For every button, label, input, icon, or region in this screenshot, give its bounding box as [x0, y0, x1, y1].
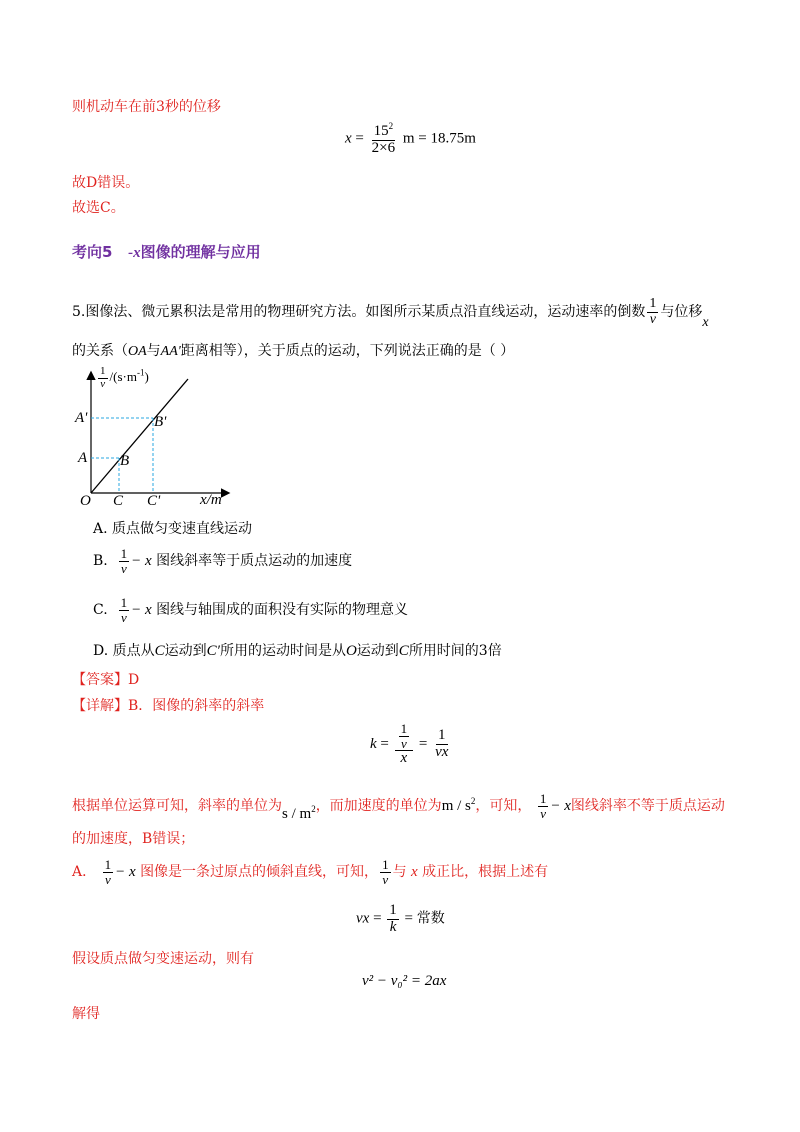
var: x — [411, 864, 418, 881]
eq-num: 15 — [373, 123, 389, 139]
frac-num: 1 — [120, 546, 128, 561]
option-d — [93, 640, 502, 660]
eq-den: k — [389, 918, 397, 935]
para-text: ，而加速度的单位为 — [315, 798, 442, 815]
unit: m / s — [441, 798, 471, 815]
q-text: 与 — [146, 343, 161, 359]
question-text — [72, 296, 709, 331]
option-suffix: − x — [131, 602, 152, 619]
option-label: D. — [93, 643, 109, 659]
q-var: x — [702, 315, 709, 331]
frac-den: v — [540, 805, 546, 821]
section-number: 考向5 — [72, 243, 113, 261]
option-text: 质点做匀变速直线运动 — [112, 521, 253, 537]
plot-line — [91, 379, 188, 493]
frac-den: v — [120, 609, 127, 625]
eq-var: k — [370, 735, 377, 752]
frac-num: 1 — [104, 857, 112, 872]
unit-sup: 2 — [470, 796, 476, 807]
frac-den: v — [121, 560, 127, 576]
frac-den: v — [104, 871, 111, 887]
x-axis-label: x/m — [200, 492, 222, 508]
eq-var: x — [345, 130, 352, 147]
frac-num: 1 — [120, 595, 128, 610]
solution-line: 故D错误。 — [72, 175, 140, 191]
equation-constant: vx = $\frac{1}{k}$ = 常数 — [356, 902, 445, 935]
solution-line: 则机动车在前3秒的位移 — [72, 99, 221, 115]
eq-num: 1 — [389, 902, 397, 918]
equation-kinematic: v² − v₀² = 2ax — [362, 973, 447, 989]
option-text: 运动到 — [356, 643, 399, 659]
para-text: 图线斜率不等于质点运动 — [570, 798, 725, 815]
ylabel-den: v — [100, 377, 106, 390]
eq-den: 2×6 — [371, 139, 396, 156]
solution-line: 故选C。 — [72, 200, 125, 216]
option-var: C — [398, 643, 409, 659]
suffix: − x — [115, 864, 136, 881]
unit: s / m — [282, 806, 312, 823]
label-O: O — [80, 493, 91, 509]
option-text: 图线斜率等于质点运动的加速度 — [156, 553, 353, 570]
option-label: C. — [93, 602, 108, 619]
option-text: 运动到 — [164, 643, 207, 659]
eq-var: vx — [356, 910, 370, 927]
para-text: 与 — [392, 864, 407, 881]
explanation-para: 的加速度，B错误； — [72, 831, 195, 847]
q-text: 5.图像法、微元累积法是常用的物理研究方法。如图所示某质点沿直线运动，运动速率的倒数 — [72, 304, 646, 321]
option-var: O — [345, 643, 357, 659]
option-label: B. — [93, 553, 108, 570]
para-text: ，可知， — [475, 798, 532, 815]
para-text: 根据单位运算可知，斜率的单位为 — [72, 798, 282, 815]
label-B: B — [120, 453, 130, 469]
option-a — [93, 518, 252, 538]
frac-num: 1 — [539, 791, 547, 806]
option-b — [93, 547, 352, 575]
eq-sup: 2 — [388, 121, 394, 131]
option-var: C — [154, 643, 165, 659]
eq-rhs: 常数 — [416, 910, 445, 927]
q-text: 与位移 — [660, 304, 703, 321]
equation-slope: k = $\frac{\frac{1}{v}}{x}$ = $\frac{1}{vx}$ — [370, 721, 449, 767]
answer: 【答案】D — [72, 672, 140, 688]
ylabel-unit: /(s·m — [109, 369, 137, 385]
option-suffix: − x — [131, 553, 152, 570]
frac-den: v — [649, 311, 656, 327]
explanation-para — [72, 791, 725, 823]
label-B-prime: B' — [154, 414, 167, 430]
label-C: C — [113, 493, 124, 509]
option-var: C′ — [206, 643, 220, 659]
option-text: 图线与轴围成的面积没有实际的物理意义 — [156, 602, 409, 619]
unit-sup: 2 — [311, 804, 316, 815]
label-A-prime: A' — [75, 410, 88, 426]
detail-head: 【详解】B．图像的斜率的斜率 — [72, 698, 265, 714]
option-label: A. — [93, 521, 108, 537]
option-text: 质点从 — [112, 643, 155, 659]
option-c — [93, 596, 408, 624]
para-text: A． — [72, 864, 97, 881]
explanation-para: 解得 — [72, 1006, 100, 1022]
eq-den: x — [400, 750, 408, 767]
frac-num: 1 — [649, 296, 657, 311]
explanation-para: 假设质点做匀变速运动，则有 — [72, 951, 254, 967]
para-text: 成正比，根据上述有 — [422, 864, 549, 881]
q-var: AA' — [160, 344, 181, 359]
frac-den: v — [382, 871, 389, 887]
y-axis-label — [96, 366, 149, 390]
eq-num: 1 — [438, 727, 446, 744]
section-var: -x — [128, 245, 141, 261]
explanation-para — [72, 858, 548, 886]
ylabel-num: 1 — [100, 365, 106, 377]
frac-num: 1 — [382, 857, 389, 872]
suffix: − x — [550, 798, 571, 815]
option-text: 所用的运动时间是从 — [219, 643, 346, 659]
eq-num: 1 — [400, 721, 408, 736]
section-title — [72, 241, 261, 262]
ylabel-sup: -1 — [136, 367, 145, 378]
option-text: 所用时间的3倍 — [408, 643, 502, 659]
section-name: 图像的理解与应用 — [140, 243, 261, 261]
label-A: A — [78, 450, 88, 466]
eq-den: v — [401, 735, 407, 751]
eq-den: vx — [435, 744, 449, 761]
eq-rhs: m = 18.75m — [402, 130, 476, 147]
q-var: OA — [128, 344, 147, 359]
label-C-prime: C' — [147, 493, 161, 509]
para-text: 图像是一条过原点的倾斜直线，可知， — [140, 864, 379, 881]
q-text: 的关系（ — [72, 343, 128, 359]
ylabel-close: ) — [144, 369, 149, 385]
question-text-line2 — [72, 340, 514, 360]
q-text: 距离相等），关于质点的运动，下列说法正确的是（ ） — [180, 343, 515, 359]
equation-displacement: x = $\frac{15^2}{2\times 6}$ m = 18.75m — [345, 121, 476, 156]
